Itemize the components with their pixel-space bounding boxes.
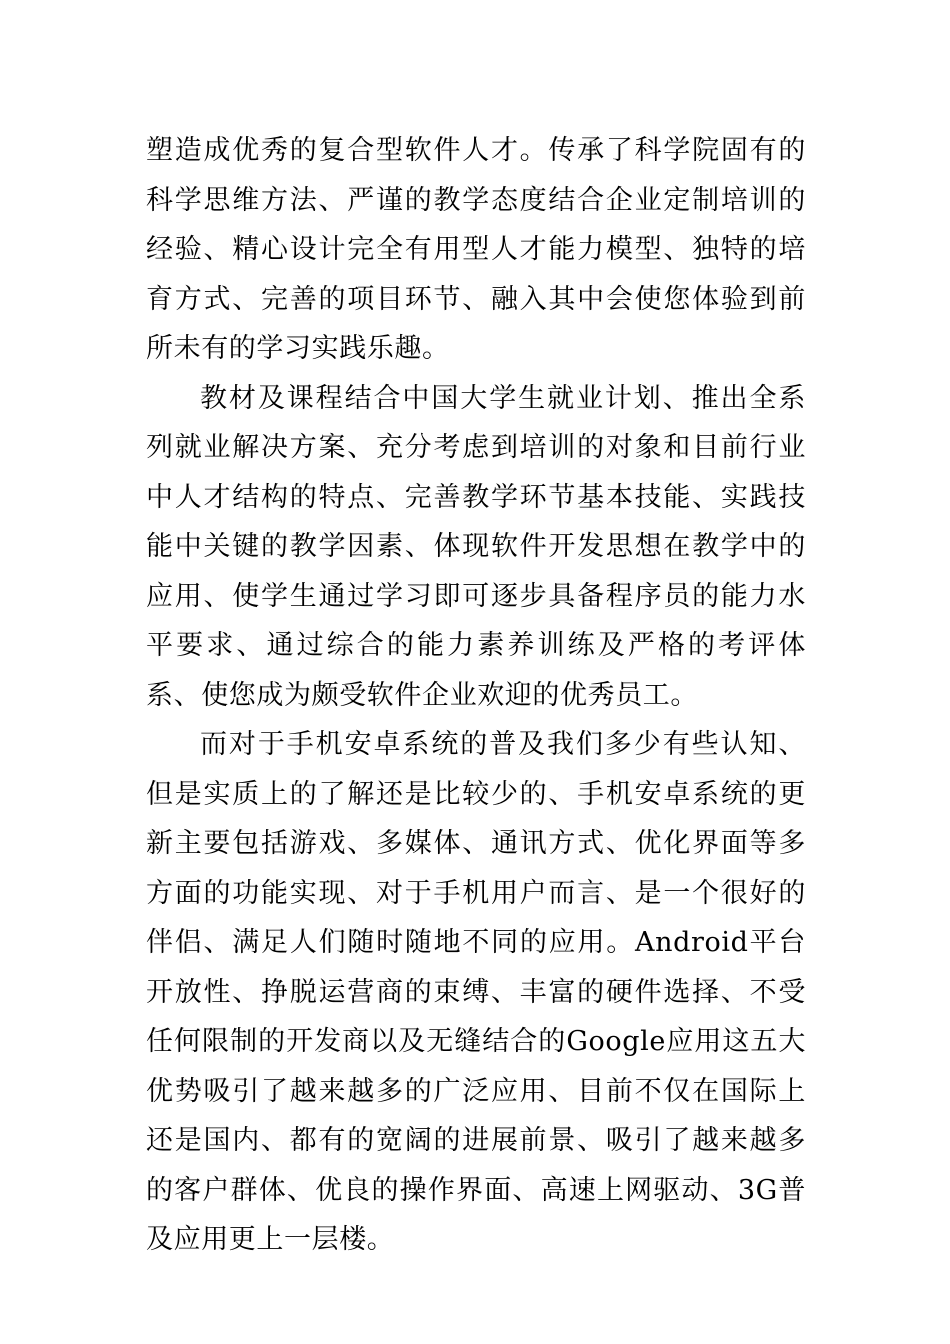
paragraph-2: 教材及课程结合中国大学生就业计划、推出全系列就业解决方案、充分考虑到培训的对象和目前行业中人才结构的特点、完善教学环节基本技能、实践技能中关键的教学因素、体现软件开发思想在教学中的应用、使学生通过学习即可逐步具备程序员的能力水平要求、通过综合的能力素养训练及严格的考评体系、使您成为颇受软件企业欢迎的优秀员工。 [146, 382, 806, 711]
document-body [146, 126, 806, 1265]
paragraph-3: 而对于手机安卓系统的普及我们多少有些认知、但是实质上的了解还是比较少的、手机安卓系统的更新主要包括游戏、多媒体、通讯方式、优化界面等多方面的功能实现、对于手机用户而言、是一个很好的伴侣、满足人们随时随地不同的应用。Android平台开放性、挣脱运营商的束缚、丰富的硬件选择、不受任何限制的开发商以及无缝结合的Google应用这五大优势吸引了越来越多的广泛应用、目前不仅在国际上还是国内、都有的宽阔的进展前景、吸引了越来越多的客户群体、优良的操作界面、高速上网驱动、3G普及应用更上一层楼。 [146, 729, 806, 1255]
paragraph-1: 塑造成优秀的复合型软件人才。传承了科学院固有的科学思维方法、严谨的教学态度结合企业定制培训的经验、精心设计完全有用型人才能力模型、独特的培育方式、完善的项目环节、融入其中会使您体验到前所未有的学习实践乐趣。 [146, 135, 806, 364]
